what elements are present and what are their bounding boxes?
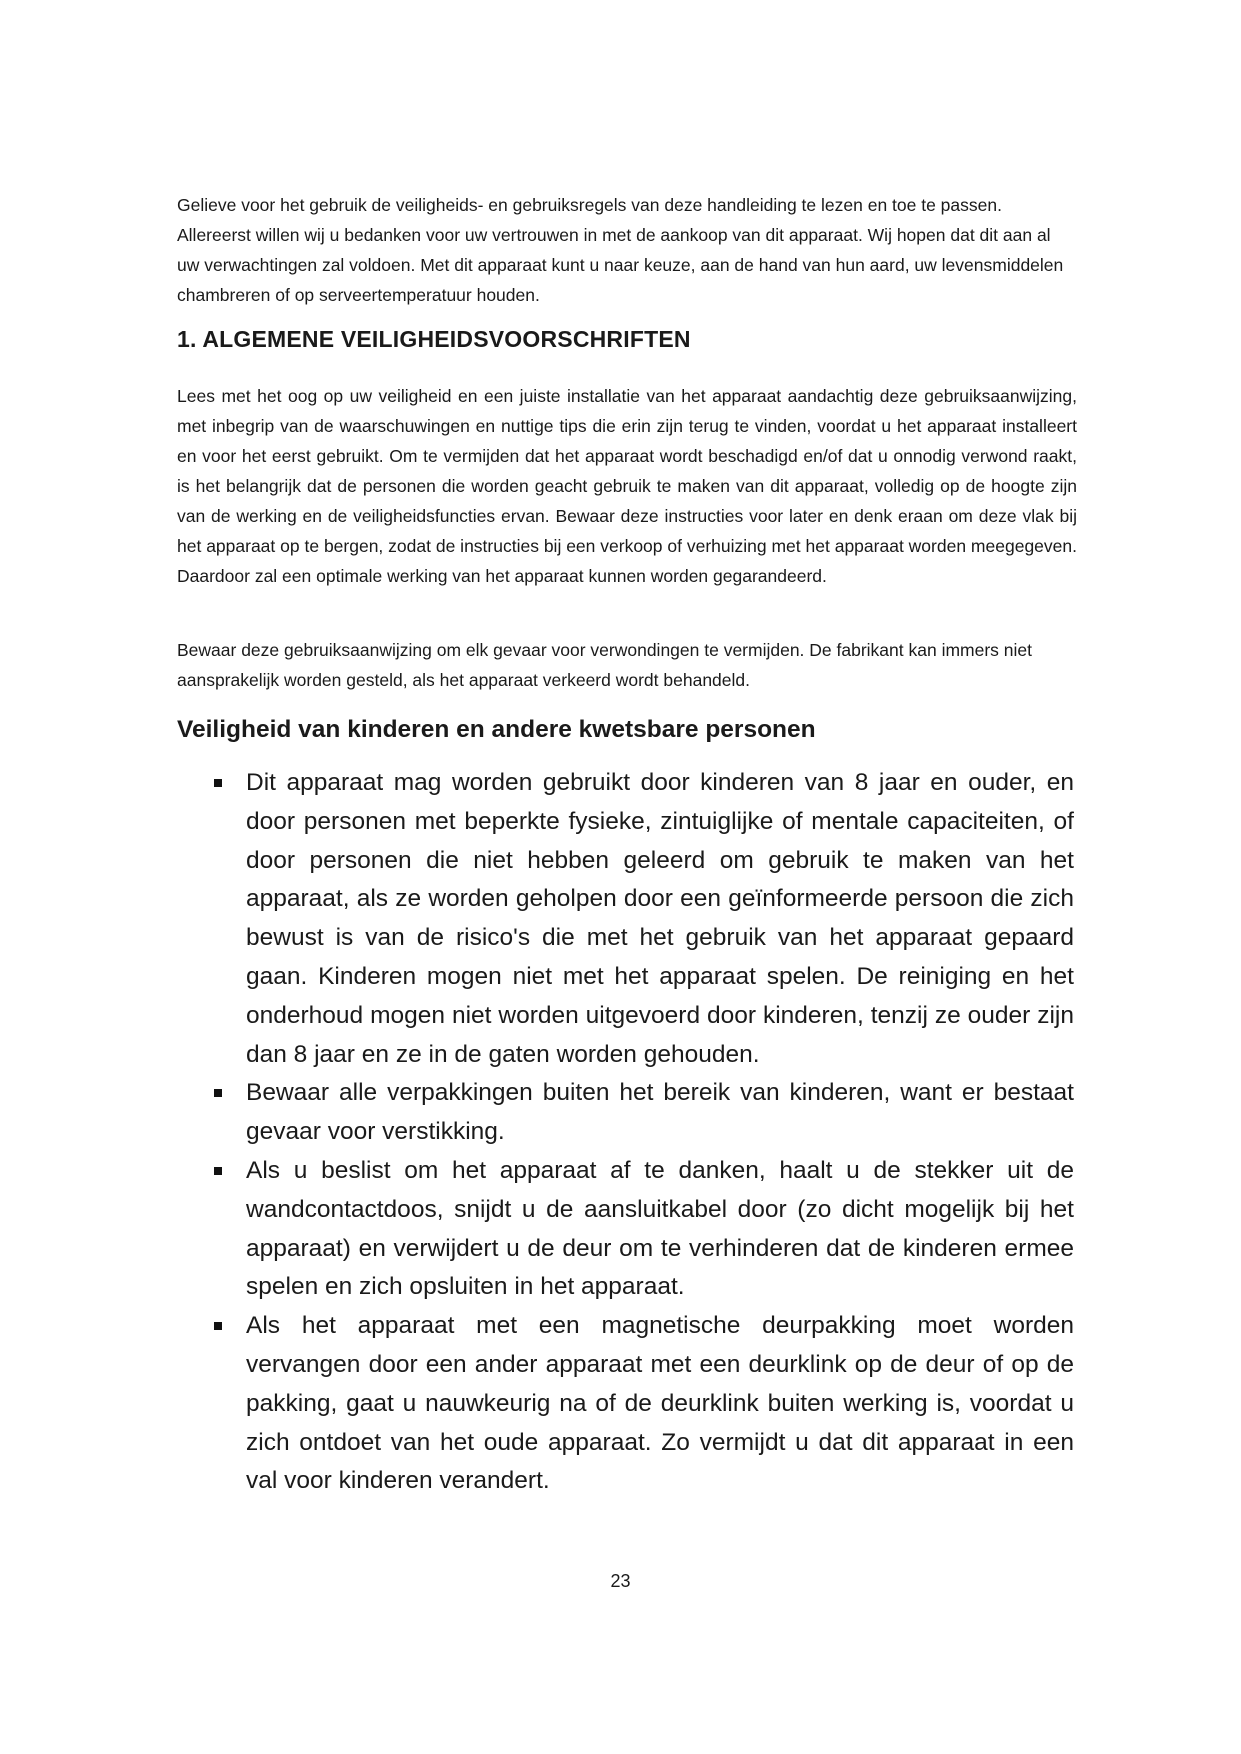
bullet-square-icon [214,779,222,787]
bullet-item [210,764,1074,1074]
bullet-square-icon [214,1167,222,1175]
bullet-text: Als het apparaat met een magnetische deurpakking moet worden vervangen door een ander apparaat met een deurklink op de deur of op de pakking, gaat u nauwkeurig na of de deurklink buiten werking is, voordat u zich ontdoet van het oude apparaat. Zo vermijdt u dat dit apparaat in een val voor kinderen verandert. [246,1312,1074,1495]
bullet-item [210,1074,1074,1152]
page-number: 23 [610,1571,631,1591]
bullet-square-icon [214,1322,222,1330]
bullet-text: Bewaar alle verpakkingen buiten het bereik van kinderen, want er bestaat gevaar voor verstikking. [246,1079,1074,1146]
bullet-item [210,1152,1074,1307]
section-paragraph-1: Lees met het oog op uw veiligheid en een juiste installatie van het apparaat aandachtig deze gebruiksaanwijzing, met inbegrip van de waarschuwingen en nuttige tips die erin zijn terug te vinden, voordat u het apparaat installeert en voor het eerst gebruikt. Om te vermijden dat het apparaat wordt beschadigd en/of dat u onnodig verwond raakt, is het belangrijk dat de personen die worden geacht gebruik te maken van dit apparaat, volledig op de hoogte zijn van de werking en de veiligheidsfuncties ervan. Bewaar deze instructies voor later en denk eraan om deze vlak bij het apparaat op te bergen, zodat de instructies bij een verkoop of verhuizing met het apparaat worden meegegeven. Daardoor zal een optimale werking van het apparaat kunnen worden gegarandeerd. [177,386,1077,586]
bullet-text: Dit apparaat mag worden gebruikt door kinderen van 8 jaar en ouder, en door personen met beperkte fysieke, zintuiglijke of mentale capaciteiten, of door personen die niet hebben geleerd om gebruik te maken van het apparaat, als ze worden geholpen door een geïnformeerde persoon die zich bewust is van de risico's die met het gebruik van het apparaat gepaard gaan. Kinderen mogen niet met het apparaat spelen. De reiniging en het onderhoud mogen niet worden uitgevoerd door kinderen, tenzij ze ouder zijn dan 8 jaar en ze in de gaten worden gehouden. [246,769,1074,1068]
bullet-item [210,1307,1074,1501]
bullet-square-icon [214,1089,222,1097]
section-paragraph-2: Bewaar deze gebruiksaanwijzing om elk gevaar voor verwondingen te vermijden. De fabrikant kan immers niet aansprakelijk worden gesteld, als het apparaat verkeerd wordt behandeld. [177,640,1033,690]
subsection-heading: Veiligheid van kinderen en andere kwetsbare personen [177,716,816,743]
bullet-text: Als u beslist om het apparaat af te danken, haalt u de stekker uit de wandcontactdoos, snijdt u de aansluitkabel door (zo dicht mogelijk bij het apparaat) en verwijdert u de deur om te verhinderen dat de kinderen ermee spelen en zich opsluiten in het apparaat. [246,1156,1074,1301]
section-heading: 1. ALGEMENE VEILIGHEIDSVOORSCHRIFTEN [177,326,691,352]
intro-paragraph: Gelieve voor het gebruik de veiligheids- en gebruiksregels van deze handleiding te lezen en toe te passen. Allereerst willen wij u bedanken voor uw vertrouwen in met de aankoop van dit apparaat. Wij hopen dat dit aan al uw verwachtingen zal voldoen. Met dit apparaat kunt u naar keuze, aan de hand van hun aard, uw levensmiddelen chambreren of op serveertemperatuur houden. [177,195,1064,305]
safety-bullet-list [210,764,1074,1501]
